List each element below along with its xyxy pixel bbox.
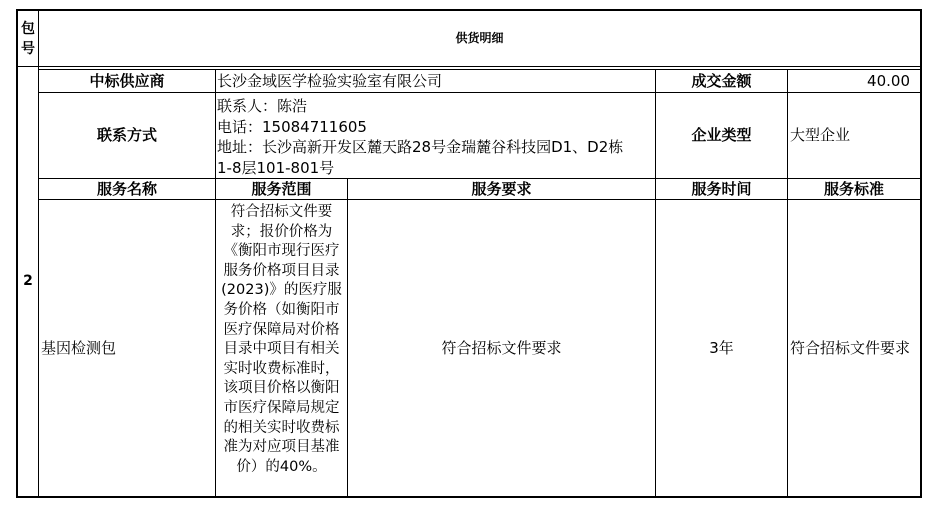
amount-label: 成交金额 [655,69,788,93]
column-service-requirement: 服务要求 [347,178,656,200]
service-standard-value: 符合招标文件要求 [787,199,921,497]
service-name-value: 基因检测包 [38,199,216,497]
contact-label: 联系方式 [38,92,216,179]
service-time-value: 3年 [655,199,788,497]
service-scope-value: 符合招标文件要求；报价价格为《衡阳市现行医疗服务价格项目目录(2023)》的医疗服务价格（如衡阳市医疗保障局对价格目录中项目有相关实时收费标准时，该项目价格以衡阳市医疗保障局规定的相关实时收费标准为对应项目基准价）的40%。 [215,199,348,497]
package-number-header [17,10,39,67]
column-service-standard: 服务标准 [787,178,921,200]
contact-info [215,92,656,179]
enterprise-type-label: 企业类型 [655,92,788,179]
column-service-name: 服务名称 [38,178,216,200]
contact-phone: 电话：15084711605 [217,117,367,136]
winning-supplier-label: 中标供应商 [38,69,216,93]
service-requirement-value: 符合招标文件要求 [347,199,656,497]
package-header-char-2: 号 [21,40,35,57]
column-service-time: 服务时间 [655,178,788,200]
table-title: 供货明细 [38,10,921,67]
column-service-scope: 服务范围 [215,178,348,200]
enterprise-type-value: 大型企业 [787,92,921,179]
contact-person: 联系人：陈浩 [217,97,308,115]
amount-value: 40.00 [787,69,921,93]
package-header-char-1: 包 [21,20,35,37]
winning-supplier-value: 长沙金域医学检验实验室有限公司 [215,69,656,93]
contact-address-line-1: 地址：长沙高新开发区麓天路28号金瑞麓谷科技园D1、D2栋 [217,138,624,156]
package-number: 2 [17,66,39,497]
contact-address-line-2: 1-8层101-801号 [217,158,335,177]
